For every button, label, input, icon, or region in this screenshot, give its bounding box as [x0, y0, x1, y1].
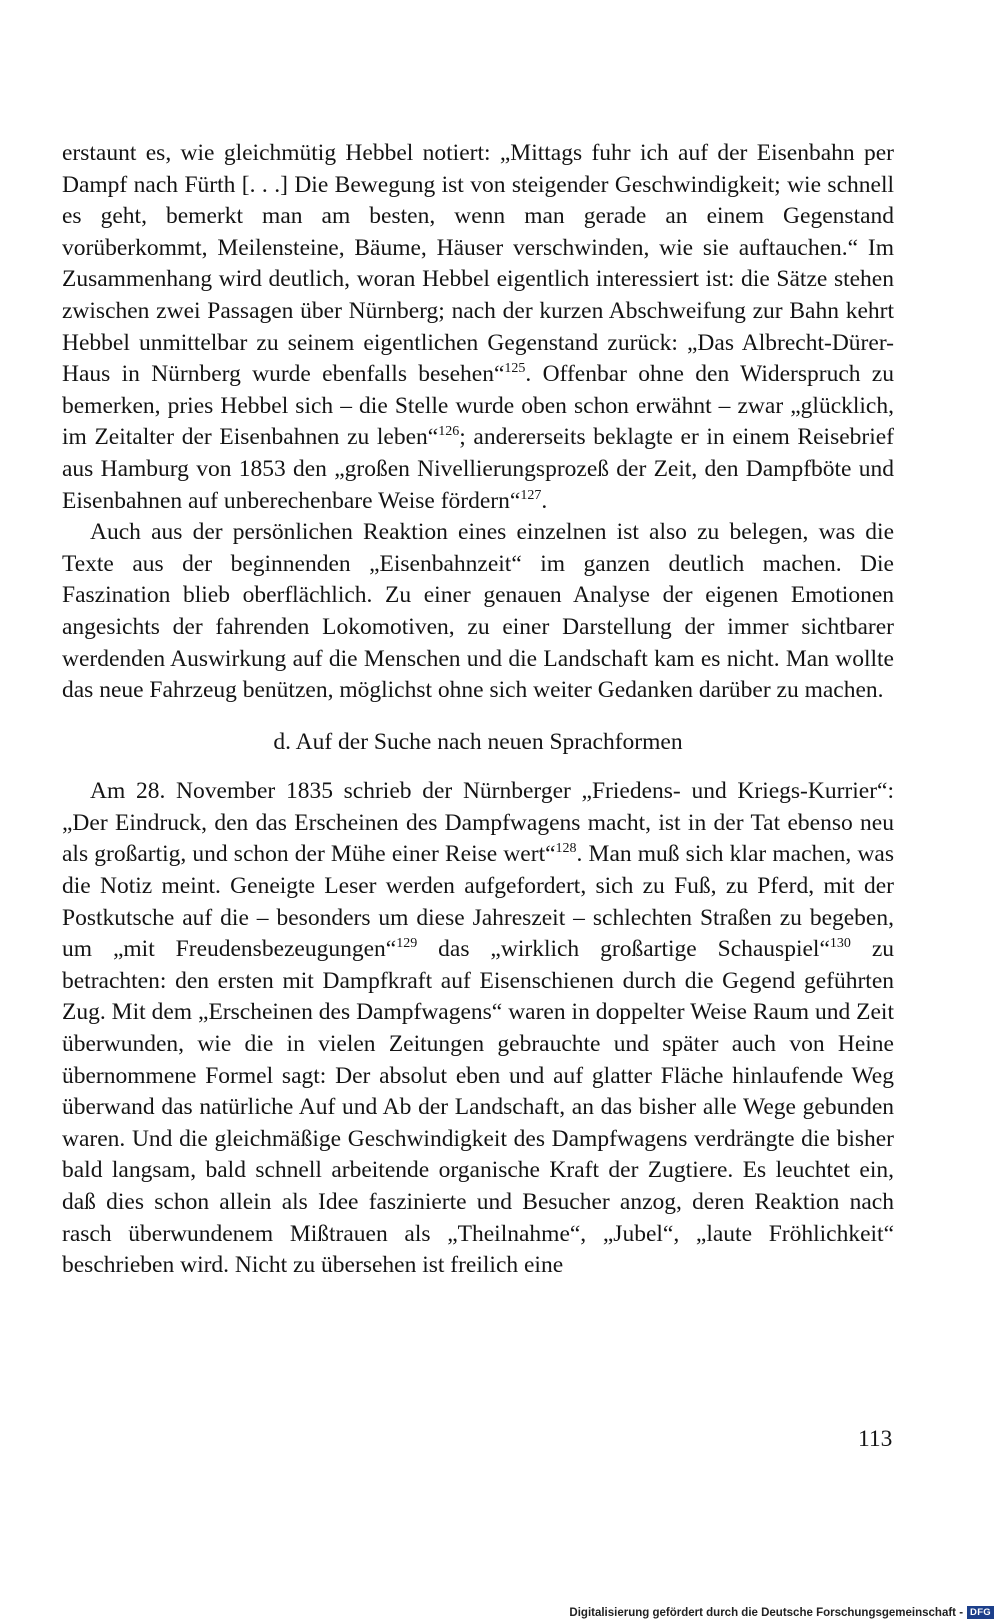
- paragraph-text: . Man muß sich klar machen, was die Notiz meint. Geneigte Leser werden aufgefordert, sich zu Fuß, zu Pferd, mit der Postkutsche auf die – besonders um diese Jahreszeit – schlechten Straßen zu begeben, um „mit Freudensbezeugungen“: [62, 841, 894, 963]
- dfg-logo: DFG: [967, 1606, 994, 1619]
- page-number: 113: [858, 1426, 893, 1452]
- paragraph-text: Am 28. November 1835 schrieb der Nürnberger „Friedens- und Kriegs-Kurrier“: „Der Eindruck, den das Erscheinen des Dampfwagens macht, ist in der Tat ebenso neu als großartig, und schon der Mühe einer Reise wert“: [62, 778, 894, 868]
- paragraph-text: ; andererseits beklagte er in einem Reisebrief aus Hamburg von 1853 den „großen Nivellierungsprozeß der Zeit, den Dampfböte und Eisenbahnen auf unberechenbare Weise fördern“: [62, 424, 895, 514]
- paragraph: [62, 138, 894, 517]
- footnote-marker: 126: [438, 424, 460, 440]
- digitization-footer: [569, 1606, 994, 1619]
- footnote-marker: 125: [504, 361, 526, 377]
- footnote-marker: 130: [829, 936, 851, 952]
- paragraph: [62, 776, 894, 1282]
- paragraph-text: das „wirklich großartige Schauspiel“: [417, 936, 830, 963]
- paragraph-text: .: [541, 487, 548, 514]
- body-paragraphs: [62, 138, 894, 707]
- page-body: [62, 138, 894, 1282]
- paragraph-text: . Offenbar ohne den Widerspruch zu bemerken, pries Hebbel sich – die Stelle wurde oben schon erwähnt – zwar „glücklich, im Zeitalter der Eisenbahnen zu leben“: [62, 361, 894, 451]
- body-paragraphs-after-heading: [62, 776, 894, 1282]
- footnote-marker: 127: [520, 487, 542, 503]
- paragraph: [62, 517, 894, 707]
- paragraph-text: zu betrachten: den ersten mit Dampfkraft auf Eisenschienen durch die Gegend geführten Zug. Mit dem „Erscheinen des Dampfwagens“ waren in doppelter Weise Raum und Zeit überwunden, wie die in vielen Zeitungen gebrauchte und später auch von Heine übernommene Formel sagt: Der absolut eben und auf glatter Fläche hinlaufende Weg überwand das natürliche Auf und Ab der Landschaft, an das bisher alle Wege gebunden waren. Und die gleichmäßige Geschwindigkeit des Dampfwagens verdrängte die bisher bald langsam, bald schnell arbeitende organische Kraft der Zugtiere. Es leuchtet ein, daß dies schon allein als Idee faszinierte und Besucher anzog, deren Reaktion nach rasch überwundenem Mißtrauen als „Theilnahme“, „Jubel“, „laute Fröhlichkeit“ beschrieben wird. Nicht zu übersehen ist freilich eine: [62, 936, 894, 1279]
- footer-text: Digitalisierung gefördert durch die Deutsche Forschungsgemeinschaft -: [569, 1606, 964, 1619]
- paragraph-text: erstaunt es, wie gleichmütig Hebbel notiert: „Mittags fuhr ich auf der Eisenbahn per Dampf nach Fürth [. . .] Die Bewegung ist von steigender Geschwindigkeit; wie schnell es geht, bemerkt man am besten, wenn man gerade an einem Gegenstand vorüberkommt, Meilensteine, Bäume, Häuser verschwinden, wie sie auftauchen.“ Im Zusammenhang wird deutlich, woran Hebbel eigentlich interessiert ist: die Sätze stehen zwischen zwei Passagen über Nürnberg; nach der kurzen Abschweifung zur Bahn kehrt Hebbel unmittelbar zu seinem eigentlichen Gegenstand zurück: „Das Albrecht-Dürer-Haus in Nürnberg wurde ebenfalls besehen“: [62, 140, 894, 388]
- footnote-marker: 128: [555, 841, 577, 857]
- footnote-marker: 129: [396, 936, 418, 952]
- paragraph-text: Auch aus der persönlichen Reaktion eines einzelnen ist also zu belegen, was die Texte aus der beginnenden „Eisenbahnzeit“ im ganzen deutlich machen. Die Faszination blieb oberflächlich. Zu einer genauen Analyse der eigenen Emotionen angesichts der fahrenden Lokomotiven, zu einer Darstellung der immer sichtbarer werdenden Auswirkung auf die Menschen und die Landschaft kam es nicht. Man wollte das neue Fahrzeug benützen, möglichst ohne sich weiter Gedanken darüber zu machen.: [62, 519, 894, 704]
- section-heading: d. Auf der Suche nach neuen Sprachformen: [273, 728, 683, 755]
